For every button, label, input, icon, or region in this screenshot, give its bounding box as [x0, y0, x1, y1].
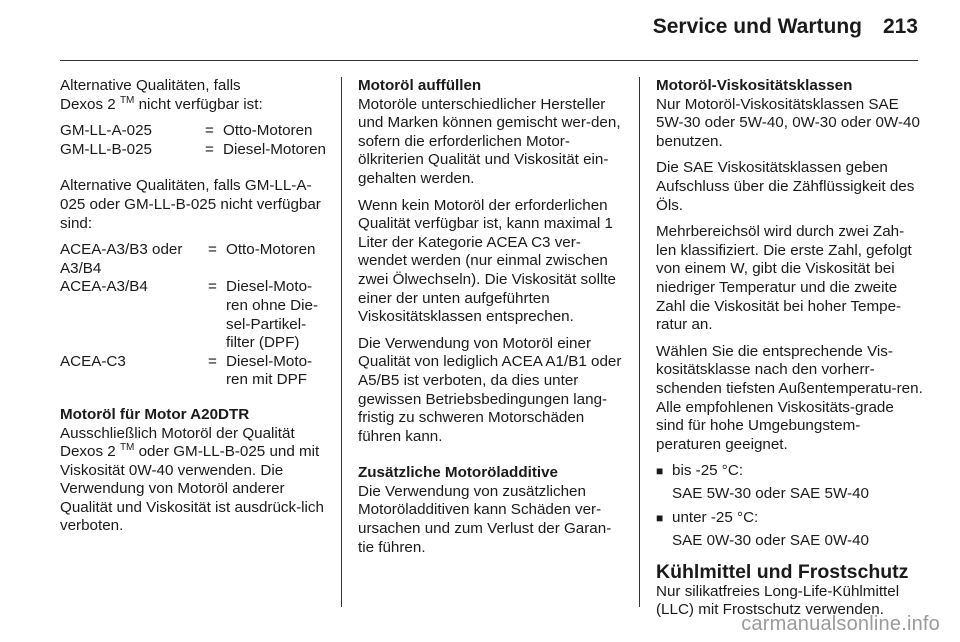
- section-heading: Zusätzliche Motoröladditive: [358, 464, 558, 482]
- column-middle: [358, 77, 626, 565]
- section-paragraph: Wenn kein Motoröl der erforderlichen Qualität verfügbar ist, kann maximal 1 Liter der Kategorie ACEA C3 ver-wendet werden (nur einmal zwischen zwei Ölwechseln). Die Viskosität sollte einer der unten aufgeführten Viskositätsklassen entsprechen.: [358, 196, 617, 326]
- column-divider: [341, 77, 342, 607]
- spec-row: GM-LL-A-025 = Otto-Motoren: [60, 122, 313, 140]
- page-number: 213: [882, 15, 918, 38]
- section-heading: Motoröl auffüllen: [358, 77, 482, 94]
- section-paragraph: Wählen Sie die entsprechende Vis-kositätsklasse nach den vorherr-schenden tiefsten Außentemperatu-ren. Alle empfohlenen Viskositäts-grade sind für hohe Umgebungstem-peraturen geeignet.: [656, 342, 923, 453]
- section-paragraph: Die Verwendung von Motoröl einer Qualität von lediglich ACEA A1/B1 oder A5/B5 ist verboten, da dies unter gewissen Betriebsbedingungen lang-fristig zu schweren Motorschäden führen kann.: [358, 334, 622, 445]
- section-title: Service und Wartung: [652, 15, 862, 38]
- column-right: [656, 77, 924, 628]
- intro-paragraph: Alternative Qualitäten, falls Dexos 2 ™ nicht verfügbar ist:: [60, 77, 263, 113]
- spec-row: GM-LL-B-025 = Diesel-Motoren: [60, 140, 326, 158]
- spec-list: [60, 122, 330, 159]
- section-paragraph: Nur silikatfreies Long-Life-Kühlmittel (LLC) mit Frostschutz verwenden.: [656, 582, 900, 619]
- list-item-value: SAE 0W-30 oder SAE 0W-40: [672, 532, 869, 550]
- column-divider: [639, 77, 640, 607]
- section-paragraph: Ausschließlich Motoröl der Qualität Dexos 2 ™ oder GM-LL-B-025 und mit Viskosität 0W-40 verwenden. Die Verwendung von Motoröl anderer Qualität und Viskosität ist ausdrück-lich verboten.: [60, 424, 324, 535]
- intro-paragraph-2: Alternative Qualitäten, falls GM-LL-A-025 oder GM-LL-B-025 nicht verfügbar sind:: [60, 177, 321, 232]
- section-paragraph: Die SAE Viskositätsklassen geben Aufschluss über die Zähflüssigkeit des Öls.: [656, 159, 915, 214]
- spec-row: ACEA-A3/B4 = Diesel-Moto-ren ohne Die-sel-Partikel-filter (DPF): [60, 278, 319, 352]
- square-bullet-icon: ■: [656, 464, 664, 479]
- page-header: [60, 0, 918, 61]
- spec-row: ACEA-C3 = Diesel-Moto-ren mit DPF: [60, 352, 313, 389]
- section-heading-large: Kühlmittel und Frostschutz: [656, 560, 909, 583]
- section-paragraph: Mehrbereichsöl wird durch zwei Zah-len klassifiziert. Die erste Zahl, gefolgt von einem W, gibt die Viskosität bei niedriger Temperatur und die zweite Zahl die Viskosität bei hoher Tempe-ratur an.: [656, 223, 912, 334]
- section-paragraph: Die Verwendung von zusätzlichen Motoröladditiven kann Schäden ver-ursachen und zum Verlust der Garan-tie führen.: [358, 482, 612, 556]
- trademark: TM: [119, 442, 135, 454]
- list-item-value: SAE 5W-30 oder SAE 5W-40: [672, 484, 869, 502]
- spec-list-2: [60, 241, 330, 390]
- section-heading: Motoröl für Motor A20DTR: [60, 405, 250, 423]
- square-bullet-icon: ■: [656, 511, 664, 526]
- section-paragraph: Nur Motoröl-Viskositätsklassen SAE 5W-30 oder 5W-40, 0W-30 oder 0W-40 benutzen.: [656, 95, 920, 150]
- watermark: carmanualsonline.info: [741, 613, 940, 636]
- section-paragraph: Motoröle unterschiedlicher Hersteller und Marken können gemischt wer-den, sofern die erforderlichen Motor-ölkriterien Qualität und Viskosität ein-gehalten werden.: [358, 95, 621, 187]
- section-heading: Motoröl-Viskositätsklassen: [656, 77, 853, 94]
- spec-row: ACEA-A3/B3 oder A3/B4 = Otto-Motoren: [60, 241, 316, 277]
- column-left: [60, 77, 330, 544]
- list-item: ■ unter -25 °C:: [656, 509, 759, 527]
- list-item: ■ bis -25 °C:: [656, 462, 744, 480]
- trademark: TM: [119, 94, 135, 106]
